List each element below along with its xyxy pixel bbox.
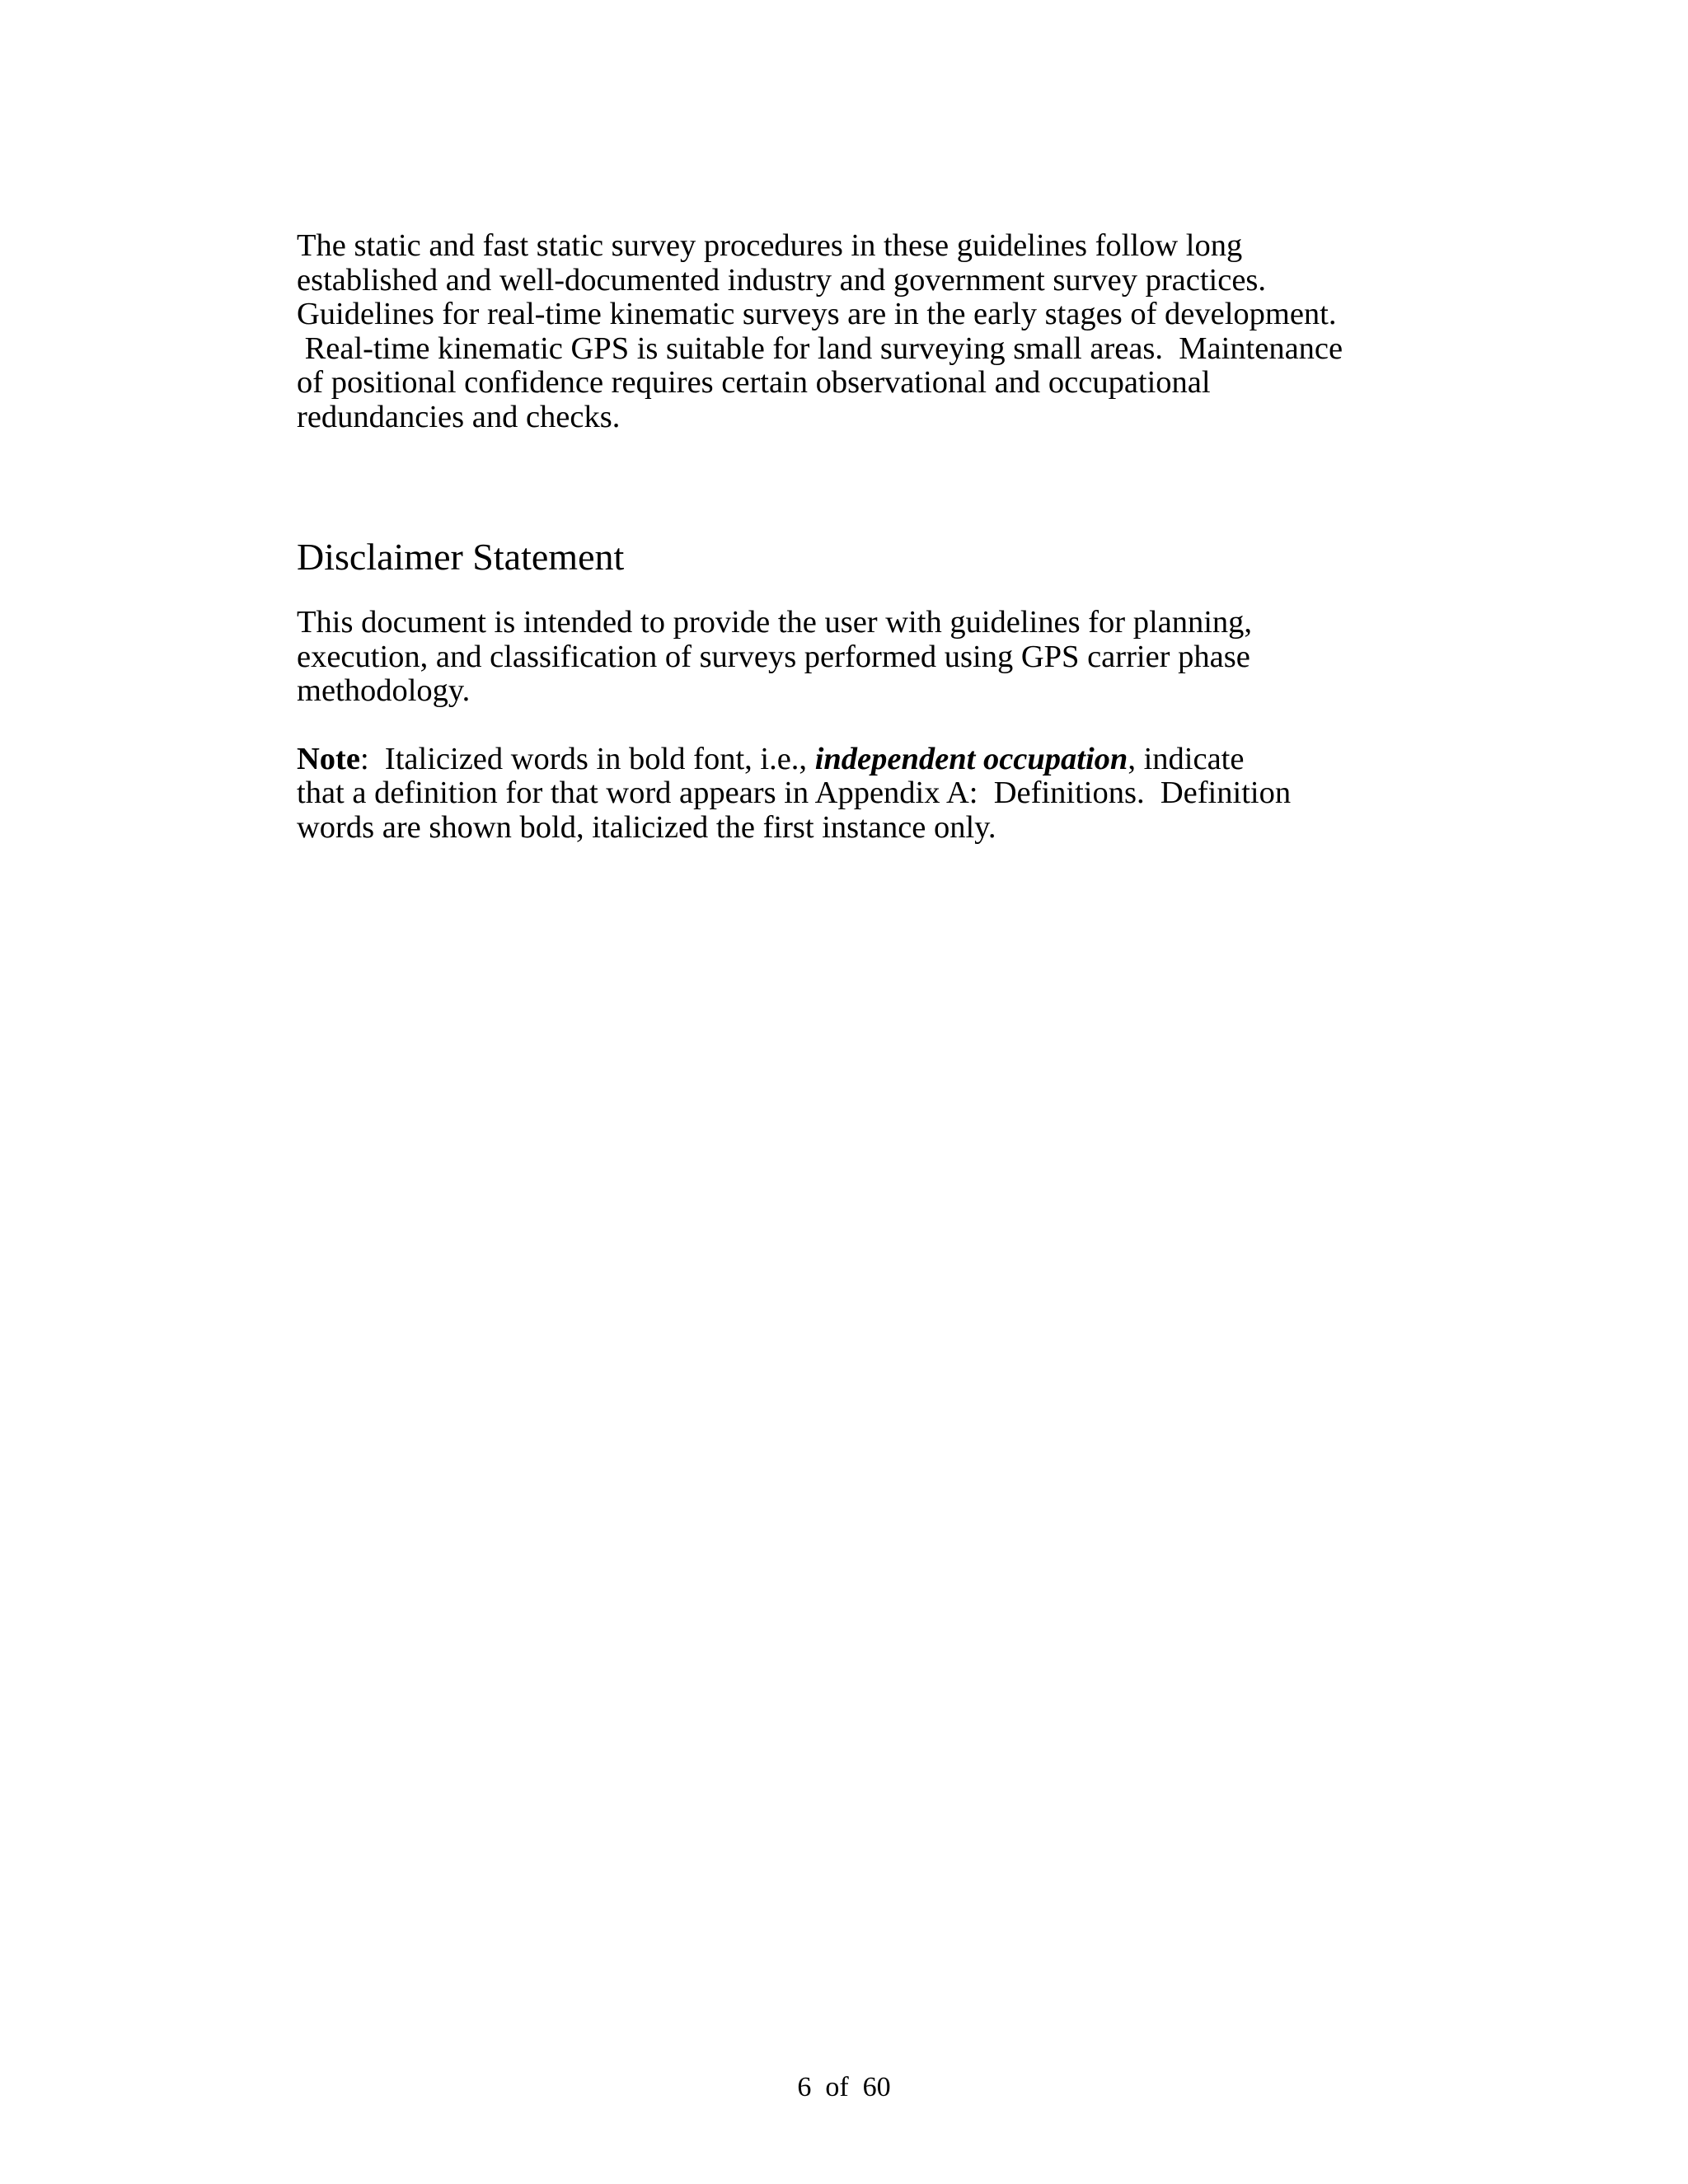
intro-line: The static and fast static survey procedures in these guidelines follow long	[297, 228, 1243, 263]
note-line: words are shown bold, italicized the first instance only.	[297, 809, 996, 845]
page-number: 6 of 60	[797, 2072, 891, 2102]
disclaimer-line: This document is intended to provide the user with guidelines for planning,	[297, 605, 1253, 640]
disclaimer-paragraph	[297, 606, 1393, 709]
note-line	[297, 743, 1393, 777]
note-text-before: : Italicized words in bold font, i.e.,	[359, 741, 815, 776]
intro-line: of positional confidence requires certain observational and occupational	[297, 365, 1211, 400]
disclaimer-heading: Disclaimer Statement	[297, 536, 625, 578]
page-content	[297, 229, 1393, 845]
note-text-after: , indicate	[1128, 741, 1245, 776]
note-label: Note	[297, 741, 360, 776]
intro-line: established and well-documented industry and government survey practices.	[297, 262, 1267, 298]
intro-line: Guidelines for real-time kinematic surveys are in the early stages of development.	[297, 297, 1337, 331]
defined-term: independent occupation	[814, 741, 1128, 776]
intro-paragraph	[297, 229, 1393, 434]
disclaimer-line: execution, and classification of surveys performed using GPS carrier phase	[297, 639, 1250, 674]
note-line: that a definition for that word appears in Appendix A: Definitions. Definition	[297, 776, 1292, 810]
intro-line: redundancies and checks.	[297, 399, 621, 434]
intro-line: Real-time kinematic GPS is suitable for land surveying small areas. Maintenance	[297, 330, 1343, 366]
disclaimer-line: methodology.	[297, 673, 471, 708]
note-paragraph	[297, 743, 1393, 846]
